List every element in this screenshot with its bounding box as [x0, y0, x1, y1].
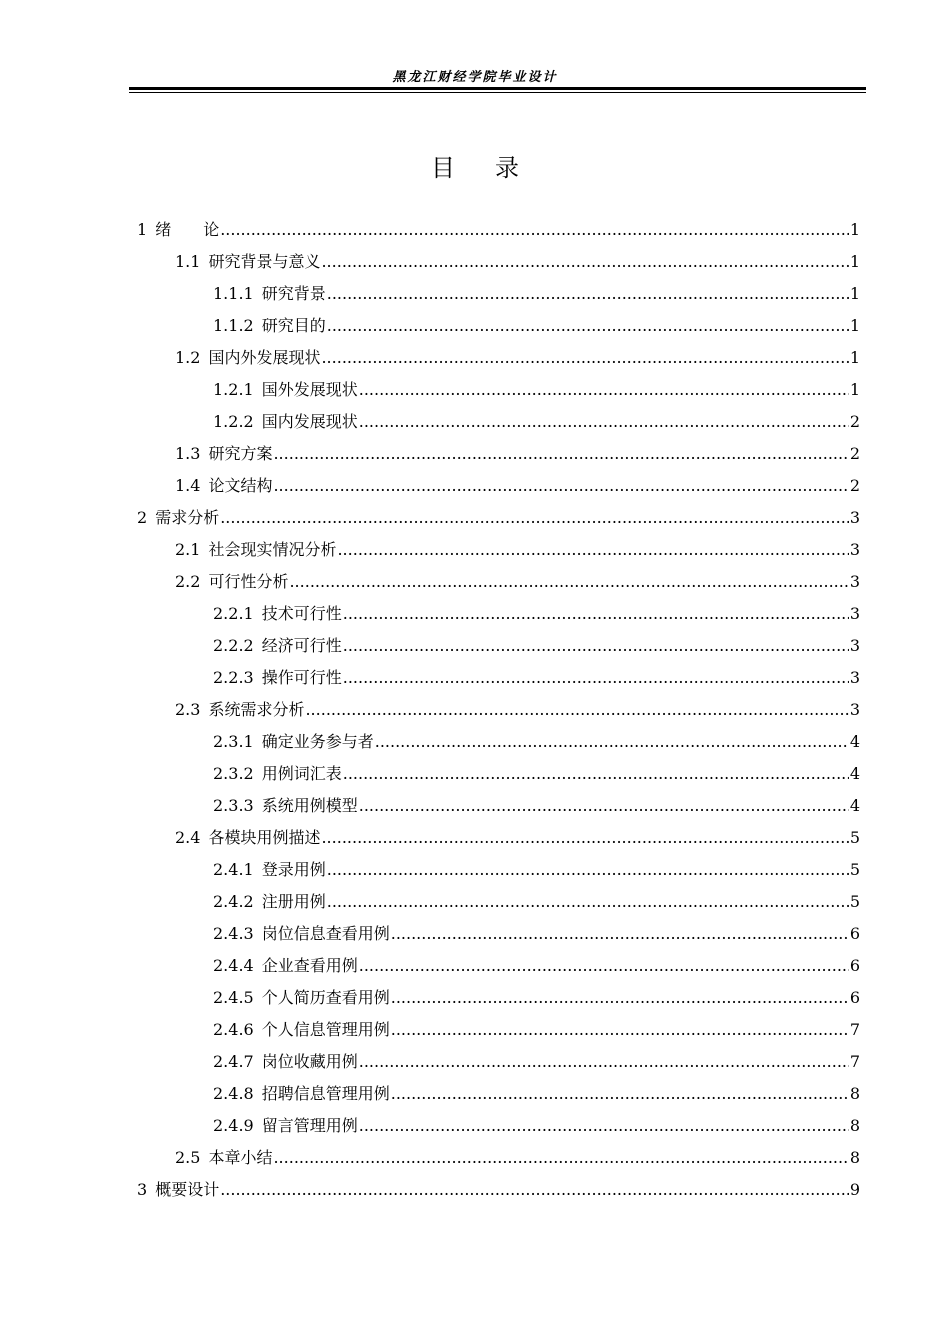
toc-entry[interactable]	[137, 502, 860, 534]
toc-entry-number: 2.4.8	[213, 1084, 254, 1103]
toc-dot-leader	[391, 1014, 849, 1046]
toc-entry-page: 1	[849, 380, 860, 399]
toc-entry-number: 2.4.1	[213, 860, 254, 879]
toc-entry[interactable]	[213, 310, 860, 342]
toc-entry-number: 2.3.1	[213, 732, 254, 751]
toc-entry-title: 注册用例	[261, 892, 326, 911]
toc-entry-title: 概要设计	[155, 1180, 220, 1199]
toc-entry-title: 本章小结	[208, 1148, 273, 1167]
header-rule-thin	[129, 92, 866, 93]
toc-entry[interactable]	[175, 1142, 860, 1174]
toc-entry[interactable]	[213, 662, 860, 694]
toc-entry-page: 1	[849, 316, 860, 335]
toc-entry-number: 2.1	[175, 540, 201, 559]
toc-entry[interactable]	[175, 342, 860, 374]
toc-entry-title: 绪 论	[155, 220, 220, 239]
toc-entry[interactable]	[213, 1046, 860, 1078]
toc-entry-title: 经济可行性	[261, 636, 342, 655]
toc-entry-title: 岗位收藏用例	[261, 1052, 358, 1071]
toc-entry-page: 4	[849, 764, 860, 783]
toc-entry-page: 3	[849, 604, 860, 623]
toc-entry-number: 2.4.5	[213, 988, 254, 1007]
toc-entry-number: 2.4.4	[213, 956, 254, 975]
toc-entry-page: 5	[849, 892, 860, 911]
toc-entry-number: 1.1	[175, 252, 201, 271]
toc-dot-leader	[321, 822, 848, 854]
toc-dot-leader	[359, 1110, 849, 1142]
toc-entry-title: 需求分析	[155, 508, 220, 527]
toc-dot-leader	[289, 566, 848, 598]
toc-dot-leader	[327, 854, 849, 886]
toc-entry-number: 2.4.9	[213, 1116, 254, 1135]
toc-entry-page: 1	[849, 284, 860, 303]
toc-entry[interactable]	[213, 982, 860, 1014]
toc-entry[interactable]	[137, 1174, 860, 1206]
toc-entry-title: 用例词汇表	[261, 764, 342, 783]
toc-entry-title: 研究目的	[261, 316, 326, 335]
toc-dot-leader	[359, 406, 849, 438]
toc-entry-number: 3	[137, 1180, 148, 1199]
toc-entry[interactable]	[175, 694, 860, 726]
toc-entry-page: 1	[849, 252, 860, 271]
toc-entry-title: 个人信息管理用例	[261, 1020, 390, 1039]
toc-dot-leader	[305, 694, 848, 726]
toc-entry-title: 各模块用例描述	[208, 828, 321, 847]
toc-dot-leader	[337, 534, 848, 566]
toc-entry-title: 可行性分析	[208, 572, 289, 591]
toc-entry-page: 4	[849, 796, 860, 815]
toc-entry[interactable]	[213, 726, 860, 758]
toc-entry-page: 2	[849, 476, 860, 495]
toc-dot-leader	[273, 438, 848, 470]
toc-entry[interactable]	[213, 790, 860, 822]
toc-entry-title: 留言管理用例	[261, 1116, 358, 1135]
toc-entry-number: 2.2.2	[213, 636, 254, 655]
toc-dot-leader	[391, 918, 849, 950]
toc-entry[interactable]	[175, 822, 860, 854]
toc-entry-page: 3	[849, 636, 860, 655]
toc-entry-number: 2.2.3	[213, 668, 254, 687]
toc-entry[interactable]	[213, 950, 860, 982]
toc-entry-number: 2.3.3	[213, 796, 254, 815]
toc-dot-leader	[220, 502, 849, 534]
toc-entry-page: 5	[849, 828, 860, 847]
toc-entry[interactable]	[213, 406, 860, 438]
toc-entry[interactable]	[213, 1110, 860, 1142]
toc-entry-title: 登录用例	[261, 860, 326, 879]
toc-entry-title: 招聘信息管理用例	[261, 1084, 390, 1103]
toc-dot-leader	[343, 662, 849, 694]
toc-entry-page: 8	[849, 1084, 860, 1103]
toc-dot-leader	[273, 470, 848, 502]
toc-entry-title: 操作可行性	[261, 668, 342, 687]
toc-entry-title: 论文结构	[208, 476, 273, 495]
toc-entry-title: 岗位信息查看用例	[261, 924, 390, 943]
toc-entry-page: 3	[849, 668, 860, 687]
toc-entry-number: 1	[137, 220, 148, 239]
toc-dot-leader	[359, 1046, 849, 1078]
toc-entry-number: 1.1.1	[213, 284, 254, 303]
toc-entry[interactable]	[213, 630, 860, 662]
toc-dot-leader	[273, 1142, 848, 1174]
toc-entry-number: 2.4.6	[213, 1020, 254, 1039]
toc-entry[interactable]	[175, 246, 860, 278]
toc-dot-leader	[327, 886, 849, 918]
toc-entry-title: 技术可行性	[261, 604, 342, 623]
toc-entry-page: 3	[849, 540, 860, 559]
toc-dot-leader	[220, 214, 849, 246]
toc-entry-page: 9	[849, 1180, 860, 1199]
toc-entry-page: 3	[849, 508, 860, 527]
toc-entry-number: 1.3	[175, 444, 201, 463]
toc-dot-leader	[391, 1078, 849, 1110]
toc-entry-page: 7	[849, 1020, 860, 1039]
toc-entry-page: 8	[849, 1116, 860, 1135]
toc-entry[interactable]	[175, 470, 860, 502]
toc-dot-leader	[359, 950, 849, 982]
toc-entry[interactable]	[213, 1014, 860, 1046]
toc-dot-leader	[321, 246, 848, 278]
toc-entry-page: 5	[849, 860, 860, 879]
toc-entry-number: 2.3	[175, 700, 201, 719]
toc-entry-page: 2	[849, 444, 860, 463]
toc-dot-leader	[359, 374, 849, 406]
toc-entry[interactable]	[137, 214, 860, 246]
toc-entry-page: 3	[849, 572, 860, 591]
toc-entry[interactable]	[175, 438, 860, 470]
toc-entry-title: 国内外发展现状	[208, 348, 321, 367]
toc-entry-title: 企业查看用例	[261, 956, 358, 975]
toc-entry-title: 研究背景与意义	[208, 252, 321, 271]
toc-entry-number: 1.4	[175, 476, 201, 495]
toc-entry-number: 1.2	[175, 348, 201, 367]
toc-entry-number: 1.1.2	[213, 316, 254, 335]
toc-entry[interactable]	[213, 598, 860, 630]
toc-entry-number: 2.3.2	[213, 764, 254, 783]
toc-entry[interactable]	[213, 758, 860, 790]
toc-entry-page: 1	[849, 348, 860, 367]
toc-entry[interactable]	[213, 278, 860, 310]
toc-entry-page: 6	[849, 924, 860, 943]
toc-entry-number: 2.2	[175, 572, 201, 591]
toc-entry-page: 3	[849, 700, 860, 719]
header-rule-thick	[129, 87, 866, 90]
toc-dot-leader	[343, 758, 849, 790]
toc-entry-title: 国内发展现状	[261, 412, 358, 431]
toc-entry-title: 系统需求分析	[208, 700, 305, 719]
toc-entry-page: 1	[849, 220, 860, 239]
toc-entry-number: 2.4	[175, 828, 201, 847]
toc-entry-page: 4	[849, 732, 860, 751]
toc-entry-number: 2	[137, 508, 148, 527]
toc-dot-leader	[391, 982, 849, 1014]
toc-entry[interactable]	[213, 886, 860, 918]
toc-entry-number: 2.4.3	[213, 924, 254, 943]
toc-dot-leader	[343, 598, 849, 630]
toc-entry[interactable]	[213, 854, 860, 886]
toc-entry-number: 2.4.2	[213, 892, 254, 911]
toc-entry-number: 1.2.2	[213, 412, 254, 431]
toc-entry-page: 6	[849, 956, 860, 975]
toc-entry-number: 2.5	[175, 1148, 201, 1167]
toc-dot-leader	[327, 278, 849, 310]
toc-dot-leader	[321, 342, 848, 374]
toc-entry-number: 2.4.7	[213, 1052, 254, 1071]
toc-entry[interactable]	[213, 1078, 860, 1110]
toc-entry-title: 研究方案	[208, 444, 273, 463]
page-header-title: 黑龙江财经学院毕业设计	[392, 70, 558, 85]
toc-entry-number: 2.2.1	[213, 604, 254, 623]
toc-entry[interactable]	[213, 918, 860, 950]
toc-entry-title: 国外发展现状	[261, 380, 358, 399]
toc-entry-title: 系统用例模型	[261, 796, 358, 815]
toc-entry-title: 个人简历查看用例	[261, 988, 390, 1007]
toc-entry-page: 2	[849, 412, 860, 431]
toc-dot-leader	[359, 790, 849, 822]
toc-dot-leader	[220, 1174, 849, 1206]
toc-entry-page: 8	[849, 1148, 860, 1167]
toc-dot-leader	[375, 726, 849, 758]
toc-entry-title: 社会现实情况分析	[208, 540, 337, 559]
toc-entry-page: 7	[849, 1052, 860, 1071]
toc-entry-title: 研究背景	[261, 284, 326, 303]
toc-title: 目录	[431, 154, 559, 182]
toc-dot-leader	[343, 630, 849, 662]
toc-entry-number: 1.2.1	[213, 380, 254, 399]
toc-entry[interactable]	[175, 534, 860, 566]
toc-entry-title: 确定业务参与者	[261, 732, 374, 751]
toc-entry-page: 6	[849, 988, 860, 1007]
toc-dot-leader	[327, 310, 849, 342]
toc-entry[interactable]	[175, 566, 860, 598]
toc-entry[interactable]	[213, 374, 860, 406]
